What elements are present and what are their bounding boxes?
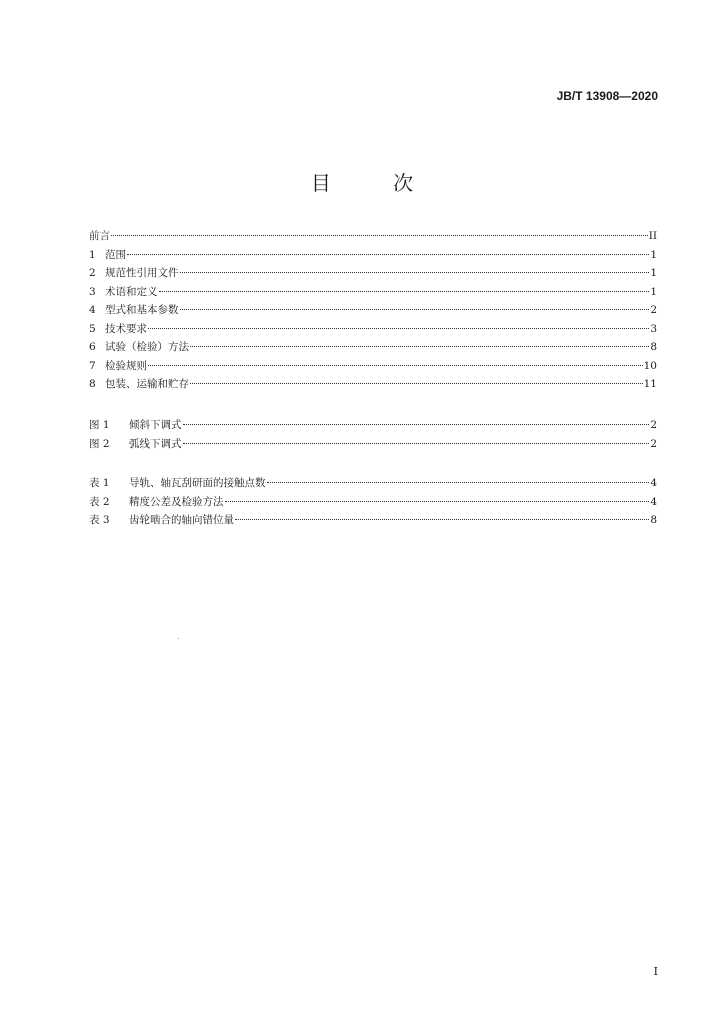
toc-entry[interactable] — [89, 246, 657, 265]
figure-number: 图 2 — [89, 437, 110, 450]
dot-leader — [159, 291, 650, 292]
toc-label: 型式和基本参数 — [105, 304, 179, 316]
toc-entry[interactable] — [89, 357, 657, 376]
dot-leader — [127, 254, 649, 255]
toc-page-number: II — [648, 230, 657, 242]
dot-leader — [111, 235, 648, 236]
toc-label: 试验（检验）方法 — [105, 341, 189, 353]
toc-page-number: 1 — [650, 267, 657, 279]
scan-speck — [178, 638, 179, 639]
toc-page-number: 1 — [650, 285, 657, 298]
toc-figure-entry[interactable] — [89, 416, 657, 435]
toc-page-number: 4 — [650, 495, 657, 508]
toc-entry[interactable] — [89, 264, 657, 283]
toc-page-number: 2 — [650, 419, 657, 431]
page-title: 目 次 — [310, 171, 442, 195]
toc-page-number: 8 — [650, 341, 657, 353]
toc-section-number: 1 — [89, 248, 96, 261]
toc-table-entry[interactable] — [89, 493, 657, 512]
table-number: 表 1 — [89, 477, 110, 489]
toc-section-number: 2 — [89, 267, 96, 279]
toc-section-number: 5 — [89, 322, 96, 335]
toc-entry[interactable] — [89, 375, 657, 394]
toc-section-number: 4 — [89, 304, 96, 316]
toc-tables — [89, 474, 657, 530]
page-number: I — [653, 965, 658, 978]
toc-page-number: 1 — [650, 248, 657, 261]
toc-figures — [89, 416, 657, 453]
toc-section-number: 7 — [89, 359, 96, 372]
toc-label: 倾斜下调式 — [129, 419, 182, 431]
toc-label: 包装、运输和贮存 — [105, 378, 189, 390]
dot-leader — [180, 272, 650, 273]
dot-leader — [148, 328, 649, 329]
toc-figure-entry[interactable] — [89, 435, 657, 454]
toc-section-number: 6 — [89, 341, 96, 353]
dot-leader — [267, 482, 650, 483]
toc-page-number: 2 — [650, 304, 657, 316]
toc-label: 弧线下调式 — [129, 437, 182, 450]
toc-page-number: 2 — [650, 437, 657, 450]
dot-leader — [225, 501, 650, 502]
toc-page-number: 3 — [650, 322, 657, 335]
dot-leader — [183, 424, 650, 425]
toc-page-number: 11 — [643, 378, 657, 390]
dot-leader — [190, 383, 643, 384]
toc-entry[interactable] — [89, 301, 657, 320]
toc-entry[interactable] — [89, 283, 657, 302]
toc-page-number: 8 — [650, 514, 657, 526]
toc-label: 术语和定义 — [105, 285, 158, 298]
toc-page-number: 10 — [643, 359, 657, 372]
toc-label: 检验规则 — [105, 359, 147, 372]
toc-label: 导轨、轴瓦刮研面的接触点数 — [129, 477, 266, 489]
toc-label: 前言 — [89, 230, 110, 242]
dot-leader — [180, 309, 650, 310]
dot-leader — [148, 365, 643, 366]
toc-entry[interactable] — [89, 227, 657, 246]
figure-number: 图 1 — [89, 419, 110, 431]
toc-page-number: 4 — [650, 477, 657, 489]
toc-label: 规范性引用文件 — [105, 267, 179, 279]
standard-code: JB/T 13908—2020 — [556, 89, 658, 103]
toc-sections — [89, 227, 657, 394]
dot-leader — [235, 519, 649, 520]
toc-section-number: 3 — [89, 285, 96, 298]
toc-label: 精度公差及检验方法 — [129, 495, 224, 508]
toc-label: 齿轮啮合的轴向错位量 — [129, 514, 234, 526]
toc-entry[interactable] — [89, 320, 657, 339]
toc-table-entry[interactable] — [89, 474, 657, 493]
table-number: 表 3 — [89, 514, 110, 526]
toc-table-entry[interactable] — [89, 511, 657, 530]
table-number: 表 2 — [89, 495, 110, 508]
toc-label: 技术要求 — [105, 322, 147, 335]
toc-entry[interactable] — [89, 338, 657, 357]
dot-leader — [190, 346, 649, 347]
toc-label: 范围 — [105, 248, 126, 261]
dot-leader — [183, 443, 650, 444]
toc-section-number: 8 — [89, 378, 96, 390]
